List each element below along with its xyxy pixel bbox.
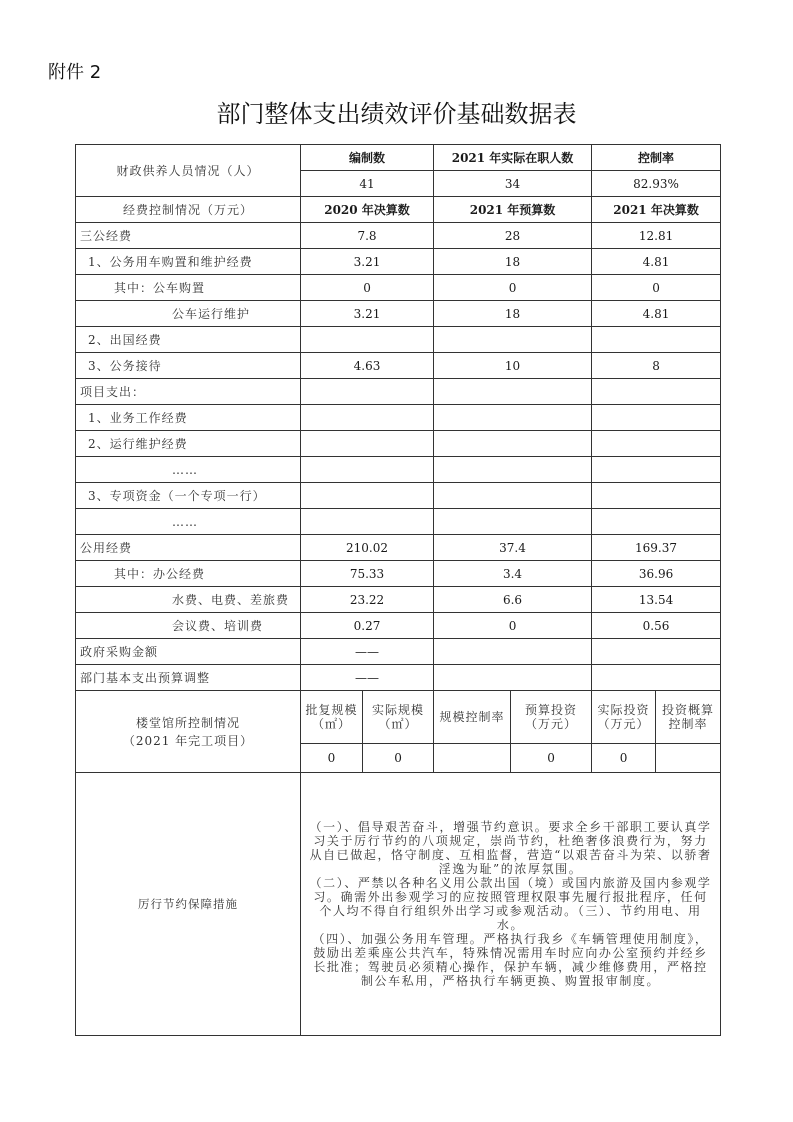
buildings-label-line1: 楼堂馆所控制情况 — [135, 715, 240, 730]
row-label: 部门基本支出预算调整 — [76, 665, 301, 691]
cell-value — [301, 405, 434, 431]
row-label: 1、业务工作经费 — [76, 405, 301, 431]
table-row — [76, 665, 721, 691]
row-label: 会议费、培训费 — [76, 613, 301, 639]
cell-value — [434, 639, 592, 665]
performance-data-table — [75, 144, 721, 1036]
measures-paragraph: （四）、加强公务用车管理。严格执行我乡《车辆管理使用制度》，鼓励出差乘座公共汽车，特殊情况需用车时应向办公室预约并经乡长批准；驾驶员必须精心操作，保护车辆，减少维修费用，严格控制公车私用，严格执行车辆更换、购置报审制度。 — [312, 932, 709, 988]
table-row — [76, 509, 721, 535]
buildings-header: 预算投资（万元） — [511, 691, 592, 744]
cell-value: —— — [301, 665, 434, 691]
cell-value: 28 — [434, 223, 592, 249]
cell-value — [592, 639, 721, 665]
cell-value: 4.81 — [592, 301, 721, 327]
table-row — [76, 327, 721, 353]
table-row — [76, 561, 721, 587]
cell-value: 0.27 — [301, 613, 434, 639]
staffing-value: 41 — [301, 171, 434, 197]
buildings-value — [656, 744, 721, 773]
cell-value: —— — [301, 639, 434, 665]
cell-value — [434, 509, 592, 535]
funding-header: 2020 年决算数 — [301, 197, 434, 223]
row-label: …… — [76, 509, 301, 535]
cell-value: 36.96 — [592, 561, 721, 587]
cell-value — [592, 483, 721, 509]
cell-value: 4.63 — [301, 353, 434, 379]
cell-value: 0.56 — [592, 613, 721, 639]
cell-value — [301, 483, 434, 509]
cell-value — [301, 509, 434, 535]
table-row — [76, 639, 721, 665]
buildings-header: 规模控制率 — [434, 691, 511, 744]
table-row — [76, 613, 721, 639]
cell-value: 13.54 — [592, 587, 721, 613]
cell-value: 3.4 — [434, 561, 592, 587]
staffing-header: 2021 年实际在职人数 — [434, 145, 592, 171]
cell-value — [592, 457, 721, 483]
cell-value — [434, 379, 592, 405]
funding-label: 经费控制情况（万元） — [76, 197, 301, 223]
buildings-value: 0 — [511, 744, 592, 773]
row-label: 3、公务接待 — [76, 353, 301, 379]
cell-value: 10 — [434, 353, 592, 379]
measures-text — [301, 773, 721, 1036]
buildings-value: 0 — [592, 744, 656, 773]
cell-value: 3.21 — [301, 249, 434, 275]
staffing-value: 82.93% — [592, 171, 721, 197]
row-label: 其中：公车购置 — [76, 275, 301, 301]
table-row — [76, 301, 721, 327]
measures-row — [76, 773, 721, 1036]
staffing-header: 控制率 — [592, 145, 721, 171]
row-label: 项目支出： — [76, 379, 301, 405]
cell-value — [434, 431, 592, 457]
buildings-value: 0 — [301, 744, 363, 773]
row-label: 公用经费 — [76, 535, 301, 561]
table-row — [76, 405, 721, 431]
row-label: 1、公务用车购置和维护经费 — [76, 249, 301, 275]
cell-value: 75.33 — [301, 561, 434, 587]
measures-paragraph: （二）、严禁以各种名义用公款出国（境）或国内旅游及国内参观学习。确需外出参观学习的应按照管理权限事先履行报批程序，任何个人均不得自行组织外出学习或参观活动。（三）、节约用电、用水。 — [309, 876, 712, 932]
row-label: 水费、电费、差旅费 — [76, 587, 301, 613]
staffing-header-row — [76, 145, 721, 171]
measures-label: 厉行节约保障措施 — [76, 773, 301, 1036]
cell-value: 8 — [592, 353, 721, 379]
cell-value: 4.81 — [592, 249, 721, 275]
cell-value: 3.21 — [301, 301, 434, 327]
cell-value: 0 — [301, 275, 434, 301]
cell-value — [592, 509, 721, 535]
table-row — [76, 379, 721, 405]
row-label: 政府采购金额 — [76, 639, 301, 665]
table-row — [76, 249, 721, 275]
cell-value: 12.81 — [592, 223, 721, 249]
row-label: 3、专项资金（一个专项一行） — [76, 483, 301, 509]
buildings-header-row — [76, 691, 721, 744]
cell-value: 210.02 — [301, 535, 434, 561]
cell-value — [592, 431, 721, 457]
cell-value — [301, 457, 434, 483]
buildings-header: 实际规模（㎡） — [363, 691, 434, 744]
buildings-header: 投资概算控制率 — [656, 691, 721, 744]
buildings-label — [76, 691, 301, 773]
row-label: …… — [76, 457, 301, 483]
row-label: 2、运行维护经费 — [76, 431, 301, 457]
table-row — [76, 431, 721, 457]
cell-value: 0 — [434, 275, 592, 301]
funding-header: 2021 年预算数 — [434, 197, 592, 223]
cell-value: 37.4 — [434, 535, 592, 561]
buildings-label-line2: （2021 年完工项目） — [122, 733, 254, 748]
staffing-label: 财政供养人员情况（人） — [76, 145, 301, 197]
cell-value: 0 — [592, 275, 721, 301]
cell-value: 18 — [434, 301, 592, 327]
row-label: 三公经费 — [76, 223, 301, 249]
buildings-value — [434, 744, 511, 773]
table-row — [76, 275, 721, 301]
cell-value — [592, 665, 721, 691]
table-row — [76, 535, 721, 561]
staffing-header: 编制数 — [301, 145, 434, 171]
buildings-header: 实际投资（万元） — [592, 691, 656, 744]
table-row — [76, 483, 721, 509]
cell-value: 6.6 — [434, 587, 592, 613]
cell-value — [301, 327, 434, 353]
page-title: 部门整体支出绩效评价基础数据表 — [216, 100, 577, 128]
table-row — [76, 587, 721, 613]
cell-value — [434, 457, 592, 483]
cell-value — [301, 431, 434, 457]
measures-paragraph: （一）、倡导艰苦奋斗，增强节约意识。要求全乡干部职工要认真学习关于厉行节约的八项规定，崇尚节约，杜绝奢侈浪费行为，努力从自已做起，恪守制度、互相监督，营造“以艰苦奋斗为荣、以骄奢淫逸为耻”的浓厚氛围。 — [309, 820, 712, 876]
table-row — [76, 353, 721, 379]
buildings-value: 0 — [363, 744, 434, 773]
row-label: 其中：办公经费 — [76, 561, 301, 587]
cell-value — [592, 405, 721, 431]
cell-value — [434, 405, 592, 431]
cell-value — [434, 327, 592, 353]
staffing-value: 34 — [434, 171, 592, 197]
row-label: 公车运行维护 — [76, 301, 301, 327]
table-row — [76, 223, 721, 249]
cell-value: 169.37 — [592, 535, 721, 561]
cell-value — [301, 379, 434, 405]
cell-value: 7.8 — [301, 223, 434, 249]
cell-value: 23.22 — [301, 587, 434, 613]
buildings-header: 批复规模（㎡） — [301, 691, 363, 744]
funding-header: 2021 年决算数 — [592, 197, 721, 223]
cell-value: 0 — [434, 613, 592, 639]
cell-value — [592, 379, 721, 405]
funding-header-row — [76, 197, 721, 223]
attachment-label: 附件 2 — [48, 62, 102, 83]
cell-value — [434, 665, 592, 691]
cell-value — [434, 483, 592, 509]
row-label: 2、出国经费 — [76, 327, 301, 353]
cell-value: 18 — [434, 249, 592, 275]
table-row — [76, 457, 721, 483]
cell-value — [592, 327, 721, 353]
